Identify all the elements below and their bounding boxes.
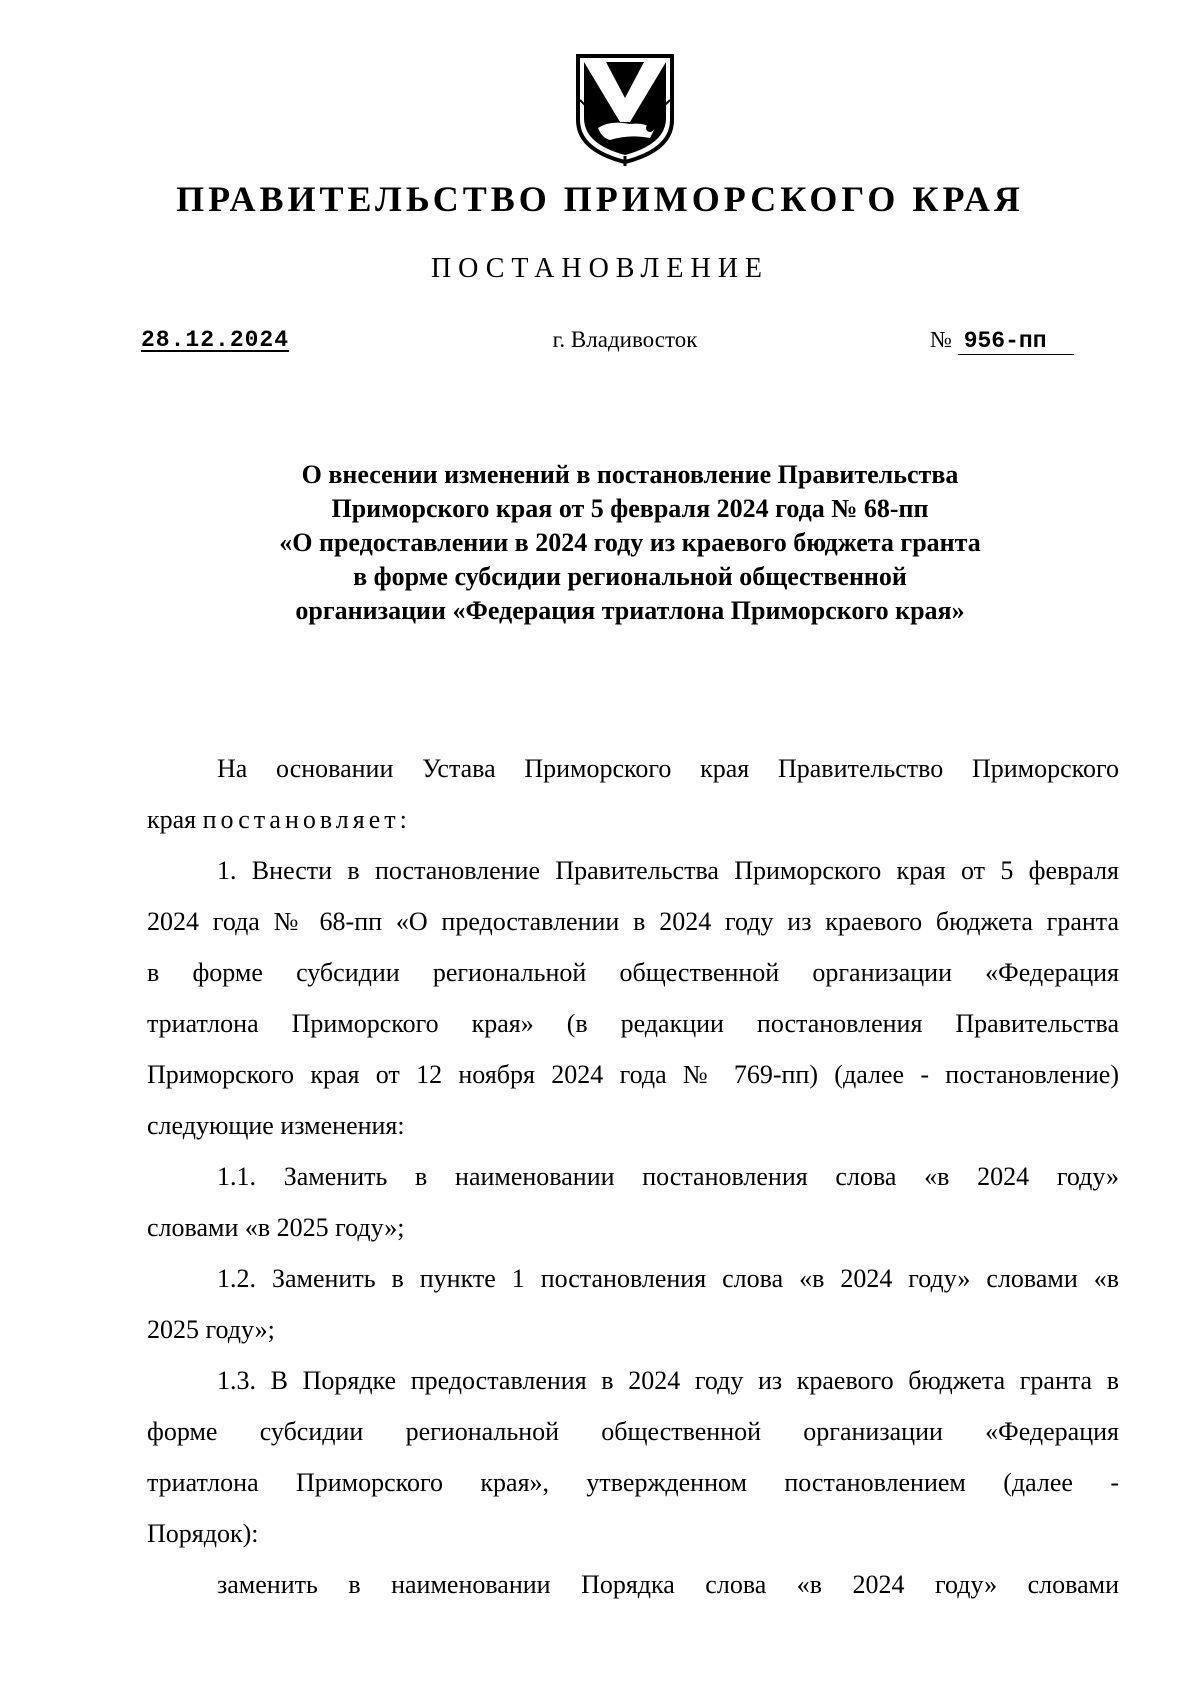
- heading-line: Приморского края от 5 февраля 2024 года № 68-пп: [331, 494, 929, 523]
- body-line: в форме субсидии региональной общественной организации «Федерация: [147, 958, 1119, 987]
- coat-of-arms-emblem: [570, 50, 680, 168]
- body-line: [147, 794, 411, 845]
- heading-line: организации «Федерация триатлона Приморского края»: [295, 596, 965, 625]
- government-title: ПРАВИТЕЛЬСТВО ПРИМОРСКОГО КРАЯ: [176, 179, 1024, 219]
- number-prefix: №: [930, 327, 952, 352]
- body-line: следующие изменения:: [147, 1111, 405, 1140]
- body-line: триатлона Приморского края», утвержденном постановлением (далее -: [147, 1468, 1119, 1497]
- heading-line: О внесении изменений в постановление Правительства: [301, 460, 959, 489]
- document-heading: [150, 458, 1110, 628]
- body-text-spaced: постановляет:: [202, 805, 411, 834]
- body-line: Порядок):: [147, 1519, 259, 1548]
- body-line: На основании Устава Приморского края Правительство Приморского: [217, 754, 1119, 783]
- body-line: 2024 года № 68-пп «О предоставлении в 2024 году из краевого бюджета гранта: [147, 907, 1119, 936]
- body-line: 1.2. Заменить в пункте 1 постановления слова «в 2024 году» словами «в: [217, 1264, 1119, 1293]
- document-number: [930, 327, 1074, 355]
- document-date: 28.12.2024: [141, 327, 290, 353]
- body-line: 1.1. Заменить в наименовании постановления слова «в 2024 году»: [217, 1162, 1119, 1191]
- body-line: триатлона Приморского края» (в редакции постановления Правительства: [147, 1009, 1119, 1038]
- body-line: 2025 году»;: [147, 1315, 275, 1344]
- body-text: края: [147, 805, 197, 834]
- heading-line: «О предоставлении в 2024 году из краевого бюджета гранта: [279, 528, 981, 557]
- heading-line: в форме субсидии региональной общественной: [353, 562, 907, 591]
- body-line: 1. Внести в постановление Правительства Приморского края от 5 февраля: [217, 856, 1119, 885]
- document-city: г. Владивосток: [552, 327, 698, 352]
- body-line: 1.3. В Порядке предоставления в 2024 году из краевого бюджета гранта в: [217, 1366, 1119, 1395]
- body-line: форме субсидии региональной общественной организации «Федерация: [147, 1417, 1119, 1446]
- body-line: заменить в наименовании Порядка слова «в 2024 году» словами: [217, 1570, 1119, 1599]
- number-value: 956-пп: [958, 328, 1074, 355]
- document-type: ПОСТАНОВЛЕНИЕ: [430, 253, 770, 284]
- body-line: словами «в 2025 году»;: [147, 1213, 405, 1242]
- body-line: Приморского края от 12 ноября 2024 года № 769-пп) (далее - постановление): [147, 1060, 1119, 1089]
